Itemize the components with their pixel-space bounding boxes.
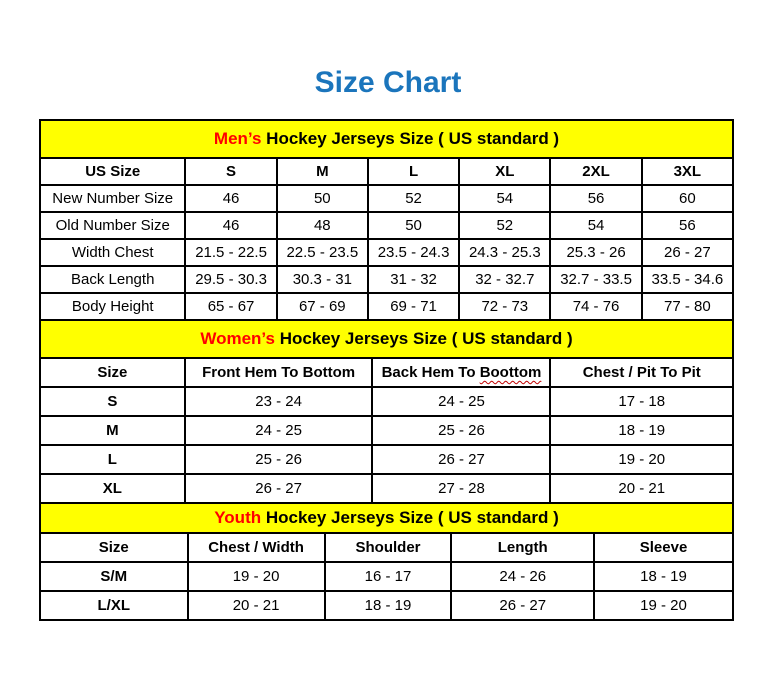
mens-size-cell: 24.3 - 25.3 [459, 239, 550, 266]
mens-size-cell: 52 [459, 212, 550, 239]
womens-row-label: L [40, 445, 185, 474]
womens-section-banner [39, 319, 734, 359]
youth-size-table [39, 532, 734, 621]
size-chart-sections [39, 119, 734, 621]
womens-size-cell: 24 - 25 [185, 416, 373, 445]
womens-size-cell: 19 - 20 [550, 445, 733, 474]
youth-size-cell: 19 - 20 [594, 591, 733, 620]
youth-size-cell: 24 - 26 [451, 562, 594, 591]
mens-size-cell: 26 - 27 [642, 239, 733, 266]
mens-table-row [40, 266, 733, 293]
mens-size-cell: 72 - 73 [459, 293, 550, 320]
womens-size-cell: 27 - 28 [372, 474, 550, 503]
mens-size-table [39, 157, 734, 321]
mens-banner-text: Hockey Jerseys Size ( US standard ) [261, 129, 560, 148]
mens-table-row [40, 212, 733, 239]
mens-column-header: 2XL [550, 158, 641, 185]
mens-size-cell: 46 [185, 185, 276, 212]
youth-table-row [40, 591, 733, 620]
mens-column-header: M [277, 158, 368, 185]
youth-column-header: Sleeve [594, 533, 733, 562]
mens-row-label: Back Length [40, 266, 185, 293]
page-title: Size Chart [314, 66, 462, 99]
youth-size-cell: 16 - 17 [325, 562, 452, 591]
womens-table-row [40, 445, 733, 474]
mens-column-header: S [185, 158, 276, 185]
mens-table-row [40, 185, 733, 212]
youth-banner-text: Hockey Jerseys Size ( US standard ) [261, 508, 559, 527]
youth-column-header: Shoulder [325, 533, 452, 562]
womens-banner-accent: Women’s [200, 329, 275, 348]
mens-size-cell: 65 - 67 [185, 293, 276, 320]
womens-table-row [40, 474, 733, 503]
mens-size-cell: 32.7 - 33.5 [550, 266, 641, 293]
womens-size-table [39, 357, 734, 504]
mens-size-cell: 33.5 - 34.6 [642, 266, 733, 293]
womens-size-cell: 26 - 27 [372, 445, 550, 474]
mens-row-label: Body Height [40, 293, 185, 320]
youth-section-banner [39, 502, 734, 534]
youth-size-cell: 18 - 19 [325, 591, 452, 620]
youth-row-label: S/M [40, 562, 188, 591]
mens-size-cell: 48 [277, 212, 368, 239]
youth-header-row [40, 533, 733, 562]
mens-table-row [40, 293, 733, 320]
womens-table-row [40, 416, 733, 445]
womens-size-cell: 24 - 25 [372, 387, 550, 416]
mens-size-cell: 56 [642, 212, 733, 239]
mens-column-header: L [368, 158, 459, 185]
youth-row-label: L/XL [40, 591, 188, 620]
womens-column-header: Front Hem To Bottom [185, 358, 373, 387]
youth-column-header: Length [451, 533, 594, 562]
mens-size-cell: 31 - 32 [368, 266, 459, 293]
mens-row-label: Old Number Size [40, 212, 185, 239]
womens-row-label: M [40, 416, 185, 445]
womens-size-cell: 20 - 21 [550, 474, 733, 503]
mens-size-cell: 74 - 76 [550, 293, 641, 320]
youth-column-header: Chest / Width [188, 533, 325, 562]
womens-size-cell: 17 - 18 [550, 387, 733, 416]
womens-banner-text: Hockey Jerseys Size ( US standard ) [274, 329, 573, 348]
youth-banner-accent: Youth [214, 508, 262, 527]
mens-size-cell: 22.5 - 23.5 [277, 239, 368, 266]
mens-column-header: XL [459, 158, 550, 185]
womens-header-row [40, 358, 733, 387]
youth-size-cell: 19 - 20 [188, 562, 325, 591]
mens-size-cell: 50 [277, 185, 368, 212]
womens-size-cell: 26 - 27 [185, 474, 373, 503]
womens-column-header: Back Hem To Boottom [372, 358, 550, 387]
mens-column-header: US Size [40, 158, 185, 185]
mens-size-cell: 50 [368, 212, 459, 239]
mens-row-label: New Number Size [40, 185, 185, 212]
youth-size-cell: 18 - 19 [594, 562, 733, 591]
womens-size-cell: 25 - 26 [185, 445, 373, 474]
youth-table-row [40, 562, 733, 591]
mens-size-cell: 52 [368, 185, 459, 212]
mens-banner-accent: Men’s [213, 129, 262, 148]
mens-size-cell: 23.5 - 24.3 [368, 239, 459, 266]
mens-size-cell: 29.5 - 30.3 [185, 266, 276, 293]
mens-size-cell: 46 [185, 212, 276, 239]
mens-size-cell: 32 - 32.7 [459, 266, 550, 293]
mens-size-cell: 25.3 - 26 [550, 239, 641, 266]
womens-row-label: S [40, 387, 185, 416]
youth-size-cell: 26 - 27 [451, 591, 594, 620]
misspelled-word: Boottom [479, 364, 542, 381]
womens-size-cell: 25 - 26 [372, 416, 550, 445]
mens-header-row [40, 158, 733, 185]
mens-size-cell: 60 [642, 185, 733, 212]
youth-size-cell: 20 - 21 [188, 591, 325, 620]
mens-section-banner [39, 119, 734, 159]
youth-column-header: Size [40, 533, 188, 562]
mens-size-cell: 69 - 71 [368, 293, 459, 320]
mens-row-label: Width Chest [40, 239, 185, 266]
mens-size-cell: 21.5 - 22.5 [185, 239, 276, 266]
mens-size-cell: 54 [550, 212, 641, 239]
mens-size-cell: 77 - 80 [642, 293, 733, 320]
womens-size-cell: 23 - 24 [185, 387, 373, 416]
womens-size-cell: 18 - 19 [550, 416, 733, 445]
womens-column-header: Chest / Pit To Pit [550, 358, 733, 387]
mens-size-cell: 67 - 69 [277, 293, 368, 320]
womens-row-label: XL [40, 474, 185, 503]
mens-table-row [40, 239, 733, 266]
mens-size-cell: 54 [459, 185, 550, 212]
mens-size-cell: 56 [550, 185, 641, 212]
mens-column-header: 3XL [642, 158, 733, 185]
mens-size-cell: 30.3 - 31 [277, 266, 368, 293]
womens-table-row [40, 387, 733, 416]
womens-column-header: Size [40, 358, 185, 387]
